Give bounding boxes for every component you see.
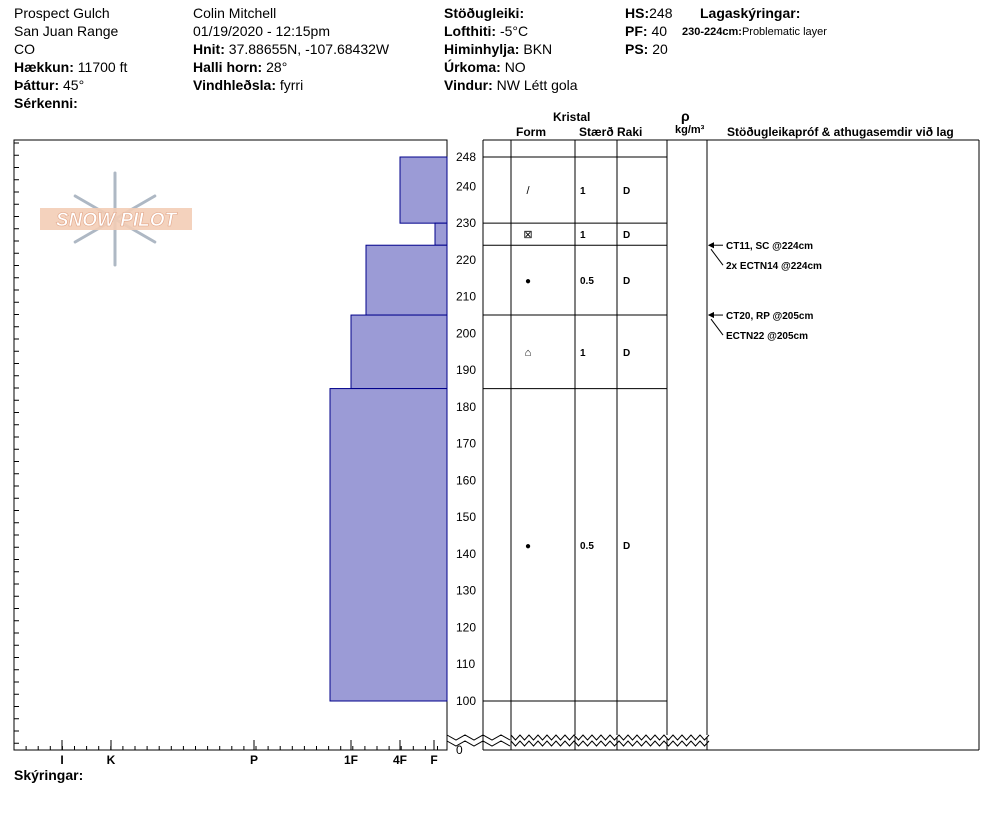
y-tick-label: 160 <box>456 473 477 488</box>
y-tick-label: 210 <box>456 289 477 304</box>
y-tick-label: 180 <box>456 399 477 414</box>
hardness-bar <box>330 389 447 701</box>
y-tick-label: 240 <box>456 179 477 194</box>
arrowhead <box>708 312 714 318</box>
y-tick-label: 200 <box>456 326 477 341</box>
test-arrow <box>711 249 723 265</box>
stability-test: ECTN22 @205cm <box>726 331 809 343</box>
x-tick-label: P <box>249 753 259 767</box>
arrowhead <box>708 242 714 248</box>
x-tick-label: K <box>106 753 116 767</box>
grain-size: 1 <box>580 347 586 359</box>
stability-test: CT11, SC @224cm <box>726 241 814 253</box>
y-tick-label: 170 <box>456 436 477 451</box>
aspect-value: 45° <box>63 77 85 93</box>
elevation-row: Hækkun: 11700 ft <box>14 59 128 75</box>
axis-break <box>447 735 510 740</box>
moisture-header: Raki <box>617 125 643 139</box>
features-row: Sérkenni: <box>14 95 78 111</box>
moisture-value: D <box>623 230 631 242</box>
legend-text: Problematic layer <box>741 26 827 38</box>
table-break-bottom <box>511 741 709 746</box>
test-arrow <box>711 319 723 335</box>
coords-row: Hnit: 37.88655N, -107.68432W <box>193 41 390 57</box>
y-tick-label: 100 <box>456 694 477 708</box>
size-header: Stærð <box>579 125 614 139</box>
pf-row: PF: 40 <box>625 23 668 39</box>
y-tick-label: 220 <box>456 252 477 267</box>
tests-header: Stöðugleikapróf & athugasemdir við lag <box>727 125 954 139</box>
snowpilot-logo <box>40 173 192 265</box>
wind-loading-value: fyrri <box>279 77 304 93</box>
hs-row: HS:248 <box>625 5 673 21</box>
moisture-value: D <box>623 276 631 288</box>
grain-size: 1 <box>580 186 586 198</box>
precip-row: Úrkoma: NO <box>444 59 526 75</box>
wind-loading-row: Vindhleðsla: fyrri <box>193 77 304 93</box>
slope-row: Halli horn: 28° <box>193 59 288 75</box>
moisture-value: D <box>623 347 631 359</box>
moisture-value: D <box>623 186 631 198</box>
y-tick-label: 110 <box>456 657 476 672</box>
crystal-form: ⌂ <box>524 346 532 359</box>
rho-header: ρ <box>681 108 690 124</box>
logo-text: SNOW PILOT <box>55 210 177 231</box>
crystal-form: ● <box>524 276 532 288</box>
x-tick-label: 1F <box>343 753 359 767</box>
aspect-row: Þáttur: 45° <box>14 77 85 93</box>
moisture-value: D <box>623 540 631 552</box>
crystal-form: ● <box>524 540 532 552</box>
ps-value: 20 <box>652 41 668 57</box>
grain-size: 0.5 <box>580 540 594 552</box>
stability-row: Stöðugleiki: <box>444 5 525 21</box>
wind-row: Vindur: NW Létt gola <box>444 77 578 93</box>
table-break-top <box>511 735 709 740</box>
observer-name: Colin Mitchell <box>193 5 277 21</box>
x-tick-label: 4F <box>392 753 408 767</box>
y-tick-label: 248 <box>456 150 477 164</box>
y-tick-label: 150 <box>456 510 477 525</box>
sky-row: Himinhylja: BKN <box>444 41 553 57</box>
crystal-form: / <box>526 185 530 198</box>
x-tick-label: F <box>430 753 438 767</box>
pf-value: 40 <box>651 23 668 39</box>
density-header: kg/m³ <box>675 124 705 136</box>
comments-label: Skýringar: <box>14 767 84 783</box>
grain-size: 1 <box>580 230 586 242</box>
hardness-bar <box>366 245 447 315</box>
stability-test: CT20, RP @205cm <box>726 311 814 323</box>
y-tick-label: 140 <box>456 546 477 561</box>
coords-value: 37.88655N, -107.68432W <box>228 41 390 57</box>
mountain-range: San Juan Range <box>14 23 119 39</box>
ps-row: PS: 20 <box>625 41 668 57</box>
y-tick-label: 230 <box>456 216 477 231</box>
y-tick-label: 0 <box>456 743 463 757</box>
hardness-bar <box>435 223 447 245</box>
air-temp-row: Lofthiti: -5°C <box>444 23 529 39</box>
elevation-value: 11700 ft <box>77 59 128 75</box>
x-tick-label: I <box>60 753 64 767</box>
wind-value: NW Létt gola <box>496 77 578 93</box>
hardness-bar <box>400 157 447 223</box>
precip-value: NO <box>504 59 526 75</box>
legend-range: 230-224cm: <box>682 26 742 38</box>
legend-title: Lagaskýringar: <box>700 5 801 21</box>
sky-value: BKN <box>523 41 553 57</box>
stability-test: 2x ECTN14 @224cm <box>726 261 822 273</box>
slope-value: 28° <box>266 59 288 75</box>
y-tick-label: 130 <box>456 583 477 598</box>
crystal-form: ⊠ <box>523 229 533 242</box>
air-temp-value: -5°C <box>499 23 529 39</box>
grain-size: 0.5 <box>580 276 594 288</box>
hardness-bar <box>351 315 447 389</box>
crystal-header: Kristal <box>553 110 591 124</box>
y-tick-label: 120 <box>456 620 477 635</box>
y-tick-label: 190 <box>456 363 477 378</box>
hs-value: 248 <box>649 5 673 21</box>
form-header: Form <box>516 125 546 139</box>
location-name: Prospect Gulch <box>14 5 110 21</box>
observation-datetime: 01/19/2020 - 12:15pm <box>193 23 330 39</box>
state: CO <box>14 41 35 57</box>
